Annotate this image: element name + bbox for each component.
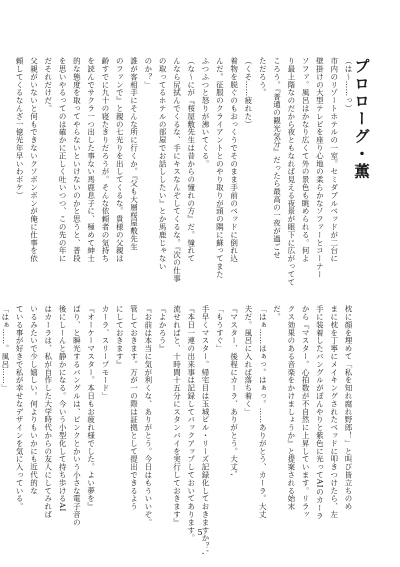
lower-text-line: 「はぁ……はぁっ。はぁっ。……ありがとう、カーラ。大丈 <box>258 305 268 519</box>
upper-text-line: を思いやるってのは確かに正しく吐いつつ、この先の年に <box>58 57 68 263</box>
upper-text-line: 齢すでに九十の寝たきりだろうが。そんな依頼者の気持ち <box>100 57 110 263</box>
lower-text-line: から『マスター。心拍数が不自然に上昇しています。リラッ <box>301 305 311 519</box>
upper-text-line: ころう。『普通の観光気分』だったら最高の一夜が過ごせ <box>272 57 282 259</box>
upper-text-line: （な～にが『桜屋敷先生は昔からの憧れの方』だ。憧れて <box>186 57 196 263</box>
upper-text-line: 頼してくるなんざ一億光年早いわボケ） <box>15 57 25 200</box>
upper-text-line: （くそ……疲れた） <box>243 57 253 129</box>
lower-text-line: 夫だ。風呂に入れば落ち着く」 <box>243 305 253 416</box>
lower-text-line: 「はぁ……。風呂……」 <box>0 305 10 392</box>
upper-text-line: 父親がいないと何もできないクソボンボンが俺に仕事を依 <box>29 57 39 263</box>
lower-text-line: 枕に顔を埋めて「私を知れ腐れ野郎！」と叫び皆立ちのめ <box>344 305 353 511</box>
upper-text-line: ソファ。風呂はかなり広くて外の景色も眺められる。何よ <box>301 57 311 263</box>
lower-text-line: 『よかろう』 <box>158 305 168 353</box>
upper-text-line: んだ。征服のクライアントとのやり取りが頭の隅に蘇ってまた <box>215 57 225 279</box>
lower-text-line: 手に装着したバングルがぼんやりと紫色に光ってAIのカーラ <box>315 305 325 520</box>
lower-text-line: 手早くマスター。帰宅目は玉城ビル・リーズ記録化しておきますか？', <box>201 305 211 556</box>
lower-text-line: 流せればと、十時間十五分にスタンバイを実行しておきます』 <box>172 305 182 527</box>
upper-text-line: のファンで』と親の七光りを出してくるな。貴様の父親は <box>115 57 125 263</box>
lower-text-line: にしておきます』 <box>115 305 125 369</box>
chapter-title: プロローグ・薫 <box>352 58 371 181</box>
lower-text-line: 管しておきます。万が一の際は証拠として提出できるよう <box>129 305 139 511</box>
lower-text-line: 『マスター、後程にカーラ、ありがとう。大丈', <box>229 305 239 477</box>
upper-text-line: だそれだけだ。 <box>43 57 53 113</box>
lower-text-line: いるみたいで少し嬉しい。何よりもいかにも近代的な <box>29 305 39 495</box>
lower-text-line: 後にしーんと静かになる。今いう小型化して持ち歩けるAI <box>58 305 68 512</box>
body-text-lower <box>0 305 355 556</box>
upper-text-line: 的な態度を取ってやらないといけないのかと思うと、普段 <box>72 57 82 263</box>
lower-text-line: カーラ、スリープモード」 <box>100 305 110 400</box>
upper-text-line: 着物を脱ぐのもおっくうでそのまま手前のベッドに倒れ込 <box>229 57 239 263</box>
lower-text-line: だ。 <box>272 305 282 321</box>
upper-text-line: んなら尻拭んでくるな、手にキスなんぞしてくるな。『次の仕事 <box>172 57 182 283</box>
upper-text-line: 壁掛けの大型テレビを座り心地の柔らかなソファーとコーナー <box>315 57 325 279</box>
page-number: 5 <box>197 528 203 537</box>
upper-text-line: の取ってるホテルの部屋でお話ししたい』とか馬鹿じゃない <box>158 57 168 271</box>
lower-text-line: ばり、と瞬光するバングルは、ピンクとかいう小さな電子音の <box>72 305 82 527</box>
lower-text-line: 「もうすぐ」 <box>215 305 225 353</box>
upper-text-line: り最上階なのだから夜ともなれば見える夜景が眼下に広がってて <box>286 57 296 287</box>
upper-text-line: 誰が客相手にそんな所に行くか。『父も大層桜屋敷先生 <box>129 57 139 251</box>
upper-text-line: ふつふつと怒りが沸いてくる。 <box>201 57 211 168</box>
upper-text-line: のか？」 <box>143 57 153 89</box>
upper-text-line: 市内のリゾートホテルの一室。セミダブルベッドが二台に <box>329 57 339 263</box>
lower-text-line: 『お前は本当に気が利くな、ありがとう。今日はもういいぞ。 <box>143 305 153 527</box>
upper-text-line: を読んでサクラ一つ出した事ない馬鹿息子に、極めて紳士 <box>86 57 96 263</box>
lower-text-line: はカーラは、私が自作した大学時代からの友人にしてみれば <box>43 305 53 519</box>
body-text-upper <box>15 57 355 297</box>
lower-text-line: ている事が好きで私が幸せなデザインを気に入っている。 <box>15 305 25 511</box>
upper-text-line: ただろう。 <box>258 57 268 97</box>
upper-text-line: （は～……っ） <box>344 57 353 113</box>
lower-text-line: 『本日一連の出来事は記録してバックアップしておいてあります。 <box>186 305 196 542</box>
lower-text-line: 『オーケーマスター。本日もお疲れ様でした。よい夢を』 <box>86 305 96 511</box>
lower-text-line: まに枕を丁寧にメイキングされたベッドに叩きつけたら、左 <box>329 305 339 519</box>
lower-text-line: クス効果のある音楽をかけましょうか』と提案される始末 <box>286 305 296 511</box>
